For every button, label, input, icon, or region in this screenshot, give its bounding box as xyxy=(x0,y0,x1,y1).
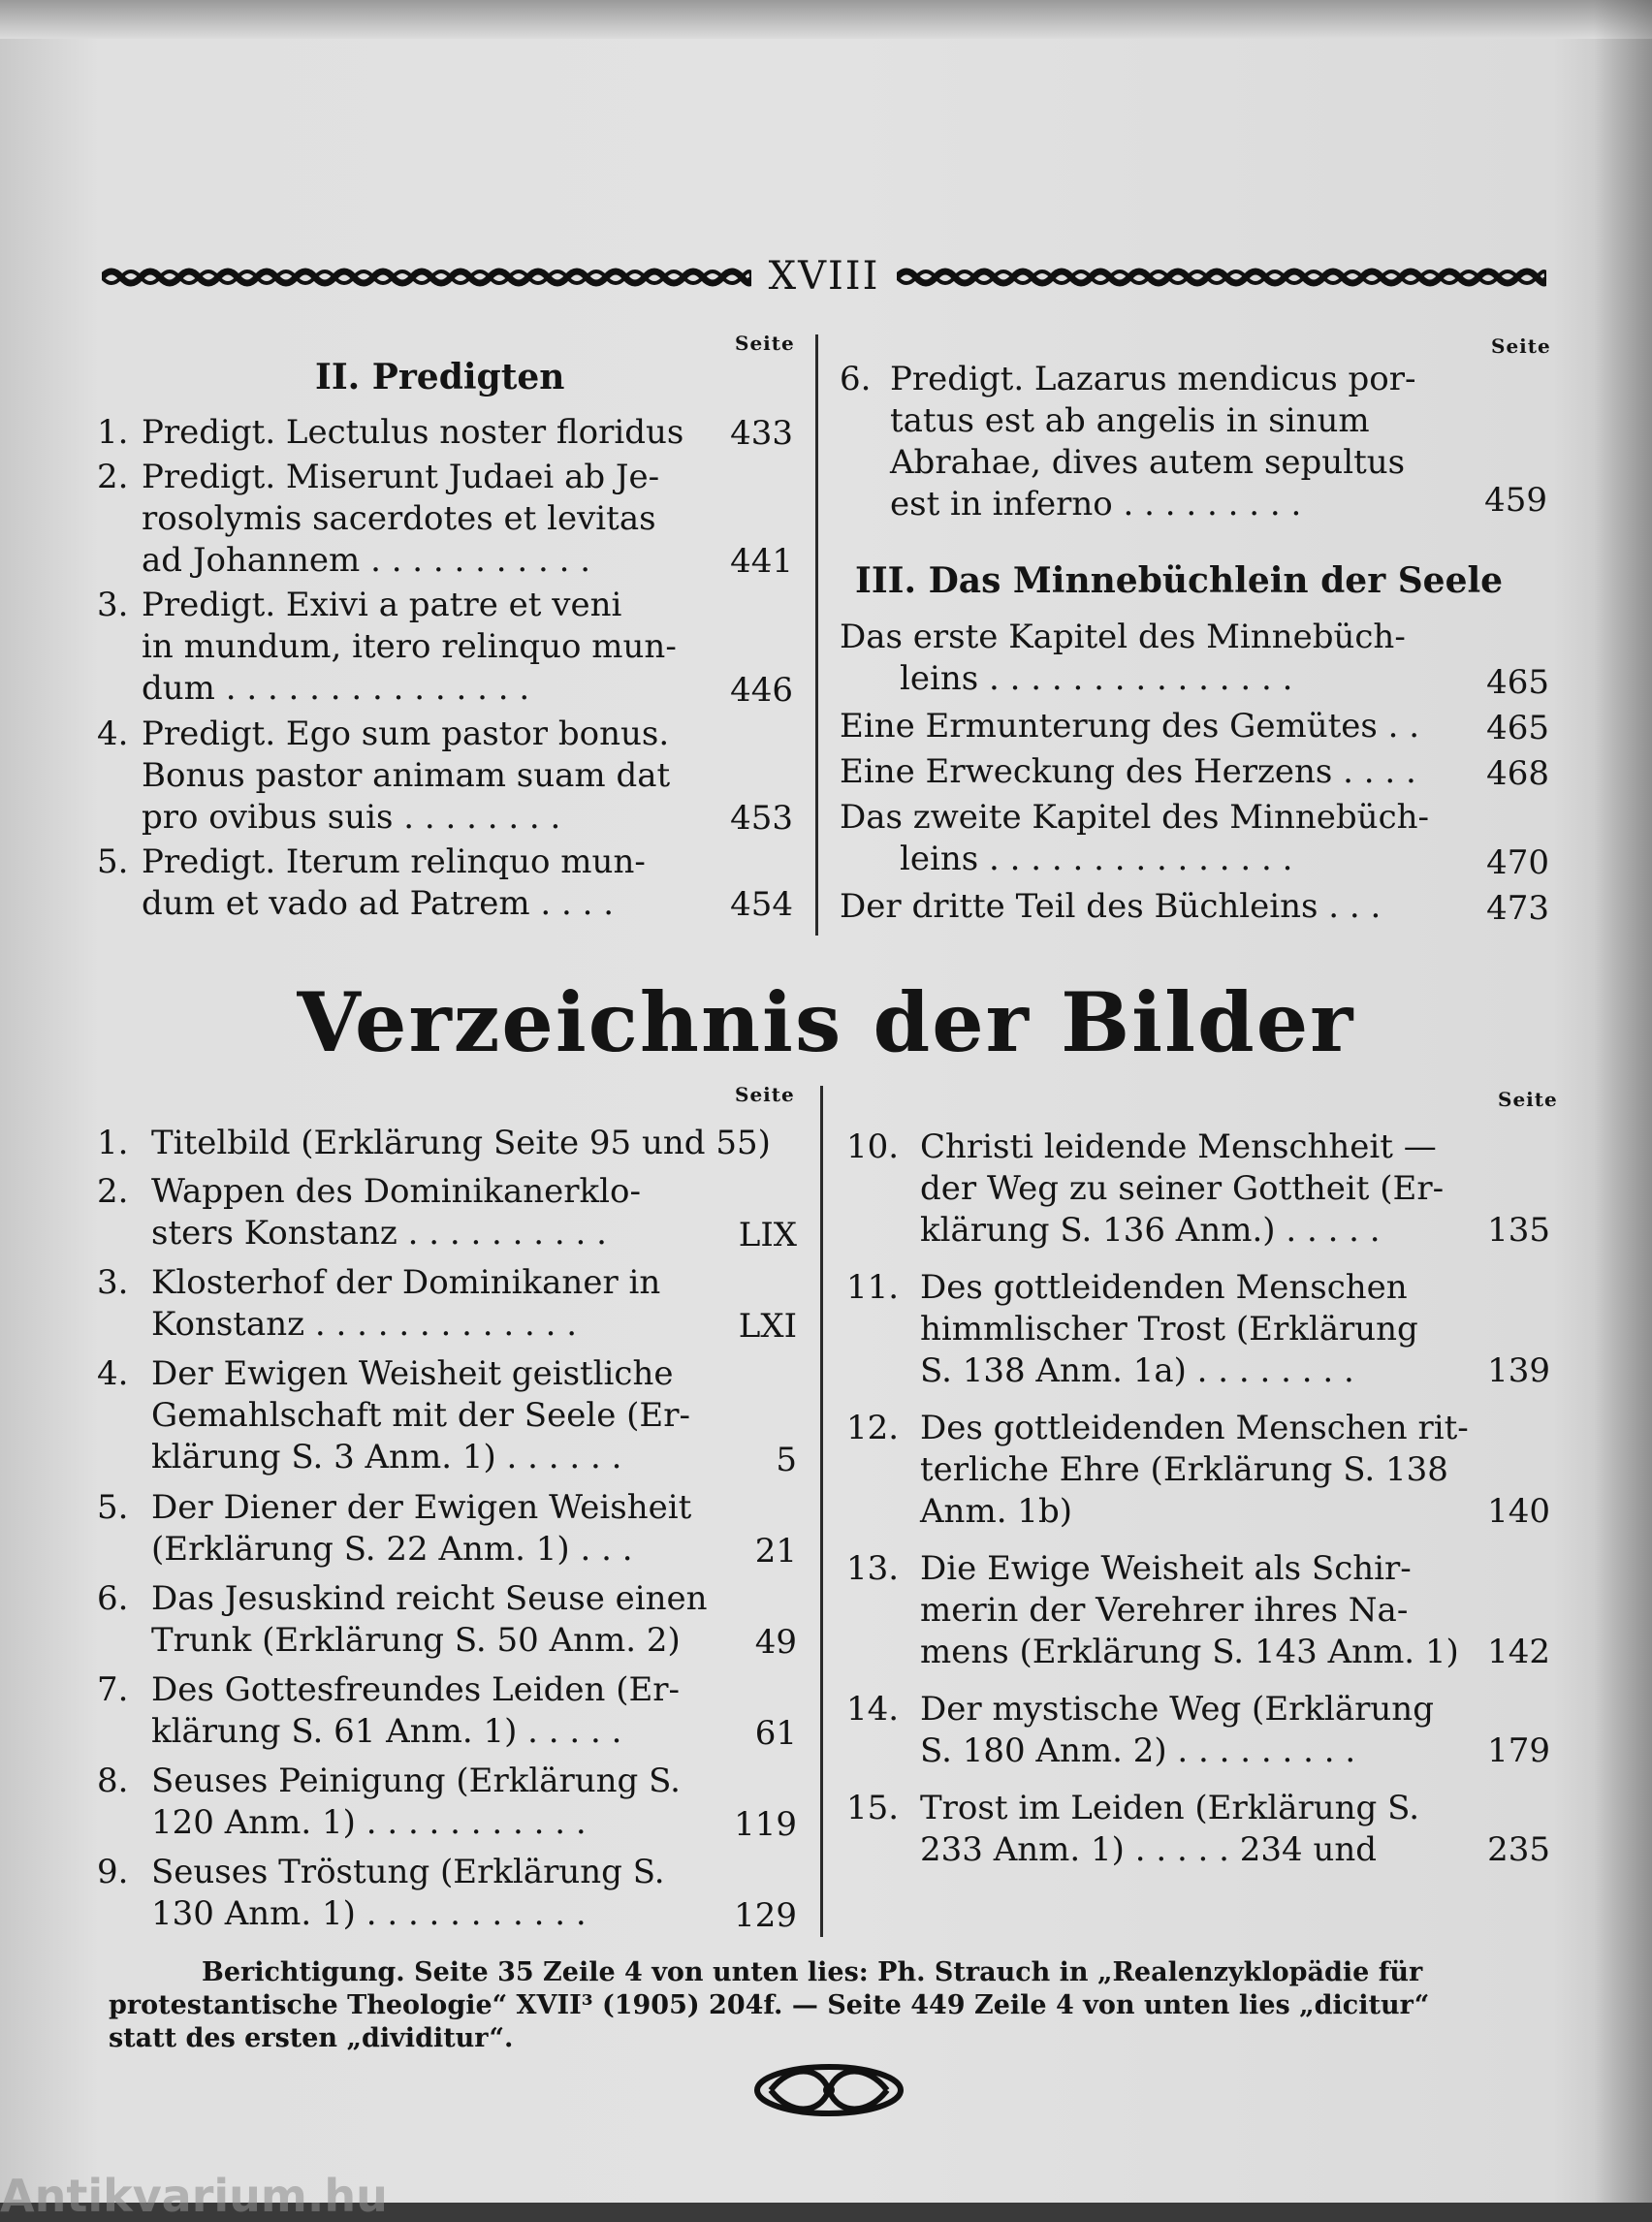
entry-number: 2. xyxy=(97,1172,129,1211)
entry-text: Titelbild (Erklärung Seite 95 und 55) xyxy=(151,1124,771,1162)
seite-label: Seite xyxy=(735,332,795,355)
errata-line: statt des ersten „dividitur“. xyxy=(109,2023,514,2053)
entry-text: Die Ewige Weisheit als Schir- xyxy=(920,1549,1412,1588)
entry-number: 4. xyxy=(97,1354,129,1393)
figure-entry xyxy=(97,1262,797,1348)
entry-text: Predigt. Miserunt Judaei ab Je- xyxy=(142,457,660,496)
entry-page-number: LXI xyxy=(738,1307,797,1346)
entry-page-number: 129 xyxy=(734,1896,797,1935)
entry-page-number: LIX xyxy=(738,1216,797,1254)
seite-label: Seite xyxy=(735,1083,795,1106)
figure-entry xyxy=(846,1127,1550,1252)
entry-page-number: 454 xyxy=(730,885,793,924)
entry-page-number: 49 xyxy=(754,1623,797,1662)
toc-entry xyxy=(840,617,1549,704)
entry-text: rosolymis sacerdotes et levitas xyxy=(142,498,656,538)
entry-page-number: 61 xyxy=(754,1714,797,1753)
entry-text: S. 180 Anm. 2) . . . . . . . . . xyxy=(920,1731,1356,1770)
entry-page-number: 441 xyxy=(730,542,793,581)
entry-number: 5. xyxy=(97,842,129,881)
entry-number: 13. xyxy=(846,1549,900,1588)
entry-number: 15. xyxy=(846,1789,900,1827)
toc-entry xyxy=(97,841,793,926)
entry-text: Predigt. Iterum relinquo mun- xyxy=(142,842,646,881)
entry-text: Klosterhof der Dominikaner in xyxy=(151,1263,661,1302)
entry-text: Eine Ermunterung des Gemütes . . xyxy=(840,707,1420,746)
entry-text: dum et vado ad Patrem . . . . xyxy=(142,884,615,923)
entry-text: Des gottleidenden Menschen rit- xyxy=(920,1409,1469,1447)
entry-number: 1. xyxy=(97,413,129,452)
entry-text: himmlischer Trost (Erklärung xyxy=(920,1310,1418,1349)
toc-entry xyxy=(840,359,1547,522)
entry-page-number: 470 xyxy=(1486,843,1549,882)
entry-text: 233 Anm. 1) . . . . . 234 und xyxy=(920,1830,1378,1869)
figure-entry xyxy=(97,1852,797,1937)
column-divider xyxy=(820,1086,823,1937)
entry-text: Der dritte Teil des Büchleins . . . xyxy=(840,887,1382,926)
entry-text: Predigt. Ego sum pastor bonus. xyxy=(142,714,670,753)
entry-text: der Weg zu seiner Gottheit (Er- xyxy=(920,1169,1445,1208)
entry-page-number: 459 xyxy=(1484,481,1547,520)
entry-page-number: 468 xyxy=(1486,754,1549,793)
entry-text: 120 Anm. 1) . . . . . . . . . . . xyxy=(151,1803,587,1842)
toc-entry xyxy=(97,714,793,841)
ornament-band-left xyxy=(102,266,751,289)
figure-entry xyxy=(97,1353,797,1481)
entry-text: 130 Anm. 1) . . . . . . . . . . . xyxy=(151,1894,587,1933)
figure-entry xyxy=(846,1689,1550,1772)
figure-entry xyxy=(97,1761,797,1846)
entry-page-number: 5 xyxy=(776,1441,797,1479)
entry-number: 3. xyxy=(97,586,129,624)
page-header xyxy=(102,254,1546,304)
entry-text: sters Konstanz . . . . . . . . . . xyxy=(151,1214,607,1253)
entry-text: Des Gottesfreundes Leiden (Er- xyxy=(151,1670,681,1709)
entry-text: Das zweite Kapitel des Minnebüch- xyxy=(840,798,1429,837)
toc-entry xyxy=(97,585,793,712)
entry-text: pro ovibus suis . . . . . . . . xyxy=(142,797,561,837)
figure-entry xyxy=(846,1548,1550,1673)
entry-text: est in inferno . . . . . . . . . xyxy=(890,485,1302,524)
entry-text: klärung S. 136 Anm.) . . . . . xyxy=(920,1211,1381,1250)
entry-text: Der Diener der Ewigen Weisheit xyxy=(151,1488,692,1527)
figure-entry xyxy=(97,1171,797,1256)
entry-page-number: 446 xyxy=(730,670,793,710)
entry-text: Anm. 1b) xyxy=(920,1492,1072,1531)
entry-text: merin der Verehrer ihres Na- xyxy=(920,1591,1409,1630)
entry-page-number: 473 xyxy=(1486,889,1549,928)
entry-text: Bonus pastor animam suam dat xyxy=(142,755,671,795)
section-title-predigten: II. Predigten xyxy=(315,357,565,397)
entry-number: 14. xyxy=(846,1690,900,1729)
entry-page-number: 140 xyxy=(1487,1492,1550,1531)
figure-entry xyxy=(846,1788,1550,1871)
toc-entry xyxy=(97,457,793,584)
ornament-band-right xyxy=(897,266,1546,289)
entry-text: Konstanz . . . . . . . . . . . . . xyxy=(151,1305,578,1344)
entry-number: 9. xyxy=(97,1853,129,1891)
entry-text: Seuses Tröstung (Erklärung S. xyxy=(151,1853,665,1891)
entry-number: 6. xyxy=(840,360,872,398)
entry-text: Gemahlschaft mit der Seele (Er- xyxy=(151,1396,690,1435)
entry-number: 4. xyxy=(97,714,129,753)
entry-number: 3. xyxy=(97,1263,129,1302)
entry-number: 8. xyxy=(97,1762,129,1800)
entry-text: terliche Ehre (Erklärung S. 138 xyxy=(920,1450,1448,1489)
errata-line: Berichtigung. Seite 35 Zeile 4 von unten lies: Ph. Strauch in „Realenzyklopädie für xyxy=(202,1957,1423,1987)
section-title-minnebuechlein: III. Das Minnebüchlein der Seele xyxy=(855,560,1504,601)
entry-number: 10. xyxy=(846,1127,900,1166)
entry-text: mens (Erklärung S. 143 Anm. 1) xyxy=(920,1633,1459,1671)
errata-note xyxy=(109,1956,1553,2055)
page-top-shadow xyxy=(0,0,1652,39)
entry-page-number: 433 xyxy=(730,413,793,453)
figure-entry xyxy=(846,1408,1550,1533)
entry-text: Abrahae, dives autem sepultus xyxy=(890,443,1406,482)
entry-text: Predigt. Lazarus mendicus por- xyxy=(890,360,1416,398)
entry-text: Christi leidende Menschheit — xyxy=(920,1127,1437,1166)
entry-text: Trunk (Erklärung S. 50 Anm. 2) xyxy=(151,1621,681,1660)
entry-text: Seuses Peinigung (Erklärung S. xyxy=(151,1762,681,1800)
entry-text: Wappen des Dominikanerklo- xyxy=(151,1172,641,1211)
tailpiece-ornament-icon xyxy=(751,2060,906,2120)
errata-line: protestantische Theologie“ XVII³ (1905) 204f. — Seite 449 Zeile 4 von unten lies „dicitur“ xyxy=(109,1990,1430,2020)
entry-text: ad Johannem . . . . . . . . . . . xyxy=(142,540,591,580)
entry-text: S. 138 Anm. 1a) . . . . . . . . xyxy=(920,1351,1354,1390)
entry-text: (Erklärung S. 22 Anm. 1) . . . xyxy=(151,1530,633,1569)
entry-text: Das erste Kapitel des Minnebüch- xyxy=(840,618,1406,656)
entry-text: Der mystische Weg (Erklärung xyxy=(920,1690,1434,1729)
entry-number: 6. xyxy=(97,1579,129,1618)
entry-text: Eine Erweckung des Herzens . . . . xyxy=(840,752,1416,791)
entry-page-number: 139 xyxy=(1487,1351,1550,1390)
entry-page-number: 119 xyxy=(734,1805,797,1844)
figure-entry xyxy=(97,1123,797,1165)
entry-number: 12. xyxy=(846,1409,900,1447)
entry-text: tatus est ab angelis in sinum xyxy=(890,401,1370,440)
entry-number: 7. xyxy=(97,1670,129,1709)
entry-text: in mundum, itero relinquo mun- xyxy=(142,627,677,666)
entry-text: Trost im Leiden (Erklärung S. xyxy=(920,1789,1419,1827)
entry-text: leins . . . . . . . . . . . . . . . xyxy=(900,840,1293,878)
seite-label: Seite xyxy=(1491,334,1551,358)
toc-entry xyxy=(840,797,1549,884)
entry-text: klärung S. 3 Anm. 1) . . . . . . xyxy=(151,1438,622,1476)
entry-text: dum . . . . . . . . . . . . . . . xyxy=(142,669,530,708)
entry-text: Des gottleidenden Menschen xyxy=(920,1268,1408,1307)
entry-number: 1. xyxy=(97,1124,129,1162)
entry-text: leins . . . . . . . . . . . . . . . xyxy=(900,659,1293,698)
entry-page-number: 21 xyxy=(754,1532,797,1571)
column-divider xyxy=(815,334,818,936)
entry-page-number: 465 xyxy=(1486,663,1549,702)
entry-text: klärung S. 61 Anm. 1) . . . . . xyxy=(151,1712,622,1751)
page-number: XVIII xyxy=(768,254,880,299)
entry-page-number: 135 xyxy=(1487,1211,1550,1250)
figure-entry xyxy=(97,1487,797,1572)
entry-page-number: 179 xyxy=(1487,1731,1550,1770)
entry-text: Der Ewigen Weisheit geistliche xyxy=(151,1354,674,1393)
watermark: Antikvarium.hu xyxy=(0,2170,388,2222)
entry-page-number: 465 xyxy=(1486,709,1549,747)
entry-text: Predigt. Exivi a patre et veni xyxy=(142,586,622,624)
entry-text: Predigt. Lectulus noster floridus xyxy=(142,413,684,452)
toc-entry xyxy=(840,751,1549,795)
entry-number: 11. xyxy=(846,1268,900,1307)
entry-page-number: 142 xyxy=(1487,1633,1550,1671)
entry-page-number: 453 xyxy=(730,799,793,838)
figure-entry xyxy=(97,1669,797,1755)
entry-number: 5. xyxy=(97,1488,129,1527)
figure-entry xyxy=(97,1578,797,1664)
entry-text: Das Jesuskind reicht Seuse einen xyxy=(151,1579,708,1618)
entry-number: 2. xyxy=(97,457,129,496)
toc-entry xyxy=(840,706,1549,749)
toc-entry xyxy=(840,886,1549,930)
seite-label: Seite xyxy=(1498,1088,1558,1111)
page-title: Verzeichnis der Bilder xyxy=(297,974,1355,1070)
figure-entry xyxy=(846,1267,1550,1392)
entry-page-number: 235 xyxy=(1487,1830,1550,1869)
page-right-edge xyxy=(1594,0,1652,2203)
toc-entry xyxy=(97,412,793,455)
